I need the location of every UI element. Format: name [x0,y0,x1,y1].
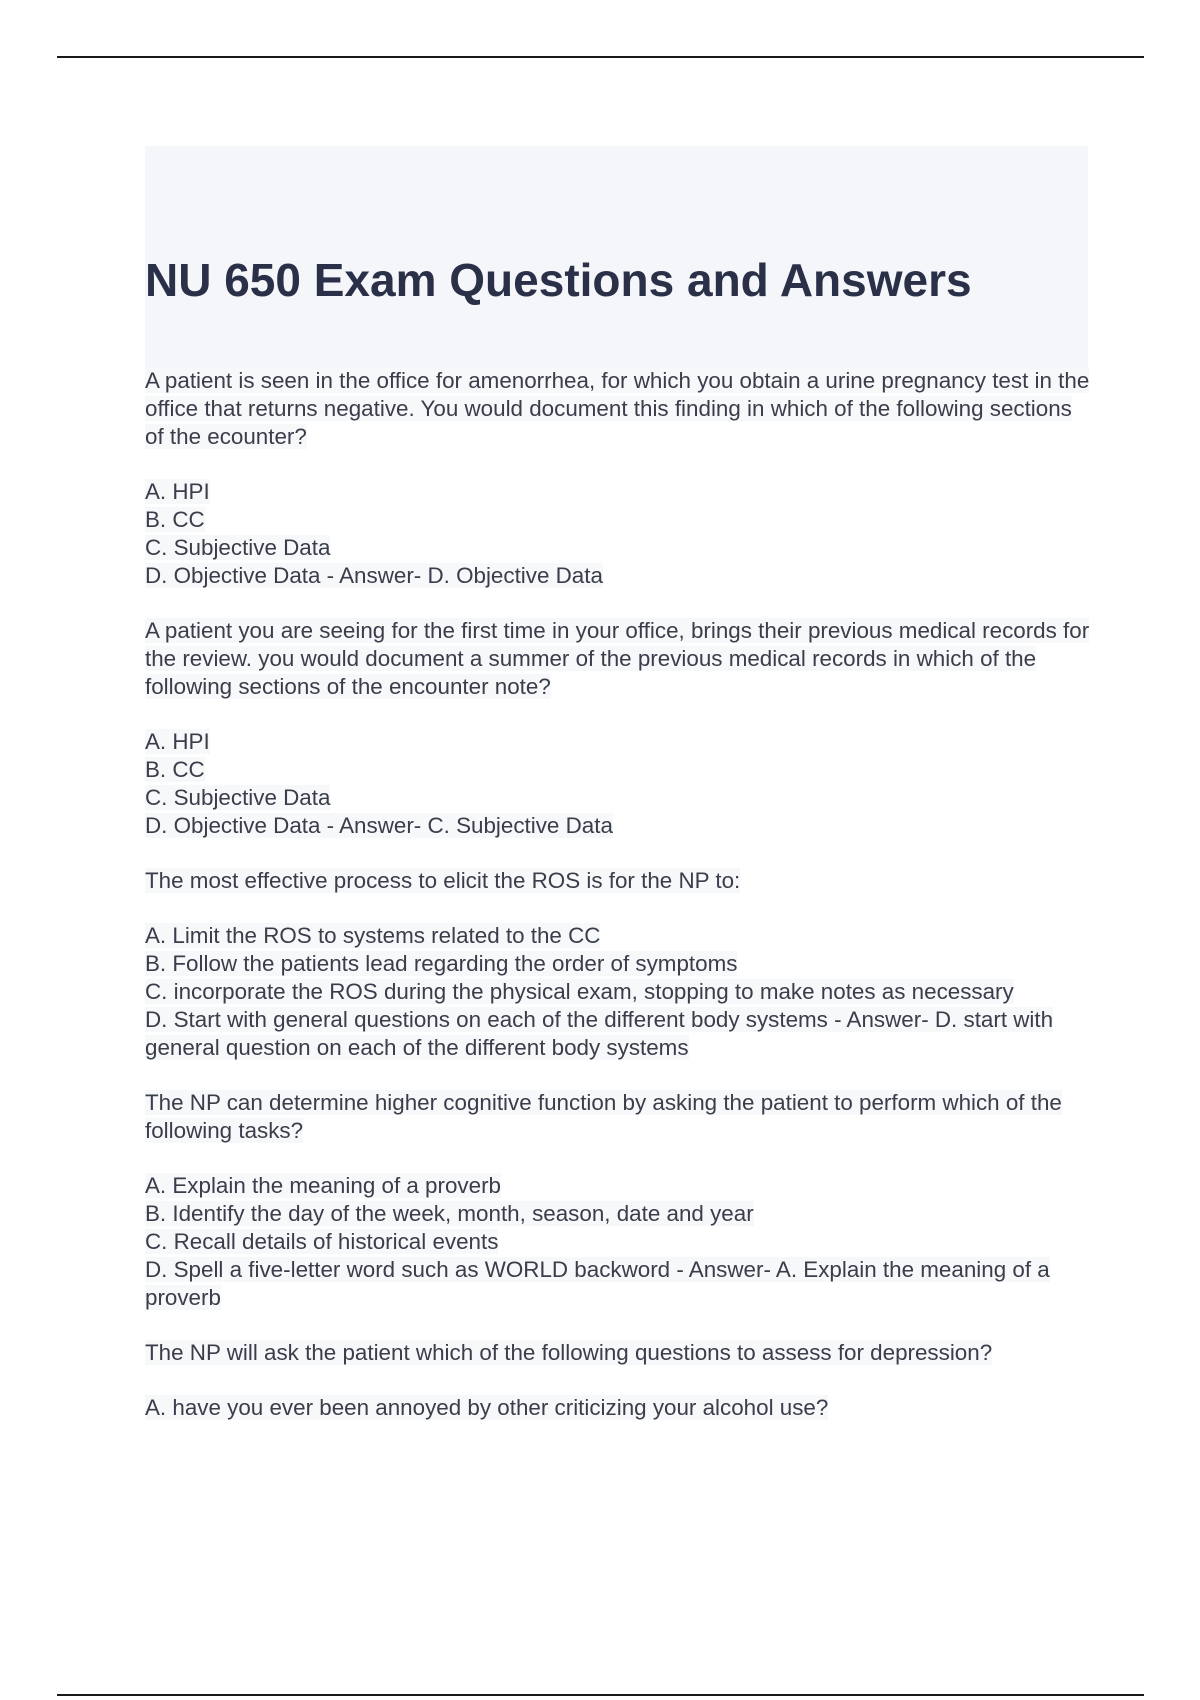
question-text: The most effective process to elicit the ROS is for the NP to: [145,868,741,893]
answer-option: A. HPI [145,479,210,504]
question-text: The NP will ask the patient which of the following questions to assess for depression? [145,1340,993,1365]
answer-option: A. Explain the meaning of a proverb [145,1173,501,1198]
question-block-5 [145,1339,1090,1422]
page-title: NU 650 Exam Questions and Answers [145,254,972,306]
answer-option: D. Spell a five-letter word such as WORLD backword - Answer- A. Explain the meaning of a proverb [145,1257,1050,1310]
answer-option: C. Recall details of historical events [145,1229,499,1254]
answer-option: D. Objective Data - Answer- D. Objective Data [145,563,603,588]
bottom-rule [57,1694,1144,1696]
answer-option: A. HPI [145,729,210,754]
answer-option: A. Limit the ROS to systems related to the CC [145,923,601,948]
answer-option: B. CC [145,507,205,532]
answer-option: C. Subjective Data [145,535,331,560]
answer-option: C. Subjective Data [145,785,331,810]
question-text: A patient is seen in the office for amenorrhea, for which you obtain a urine pregnancy test in the office that returns negative. You would document this finding in which of the following sections of the ecounter? [145,368,1090,449]
answer-option: B. CC [145,757,205,782]
question-block-1 [145,367,1090,590]
top-rule [57,56,1144,58]
question-text: A patient you are seeing for the first time in your office, brings their previous medical records for the review. you would document a summer of the previous medical records in which of the following sections of the encounter note? [145,618,1090,699]
document-body [145,367,1090,1449]
question-block-3 [145,867,1090,1062]
question-block-4 [145,1089,1090,1312]
answer-option: B. Identify the day of the week, month, season, date and year [145,1201,754,1226]
answer-option: C. incorporate the ROS during the physical exam, stopping to make notes as necessary [145,979,1014,1004]
question-text: The NP can determine higher cognitive function by asking the patient to perform which of the following tasks? [145,1090,1062,1143]
answer-option: D. Start with general questions on each of the different body systems - Answer- D. start with general question on each of the different body systems [145,1007,1054,1060]
question-block-2 [145,617,1090,840]
answer-option: A. have you ever been annoyed by other criticizing your alcohol use? [145,1395,829,1420]
answer-option: B. Follow the patients lead regarding the order of symptoms [145,951,738,976]
answer-option: D. Objective Data - Answer- C. Subjective Data [145,813,613,838]
